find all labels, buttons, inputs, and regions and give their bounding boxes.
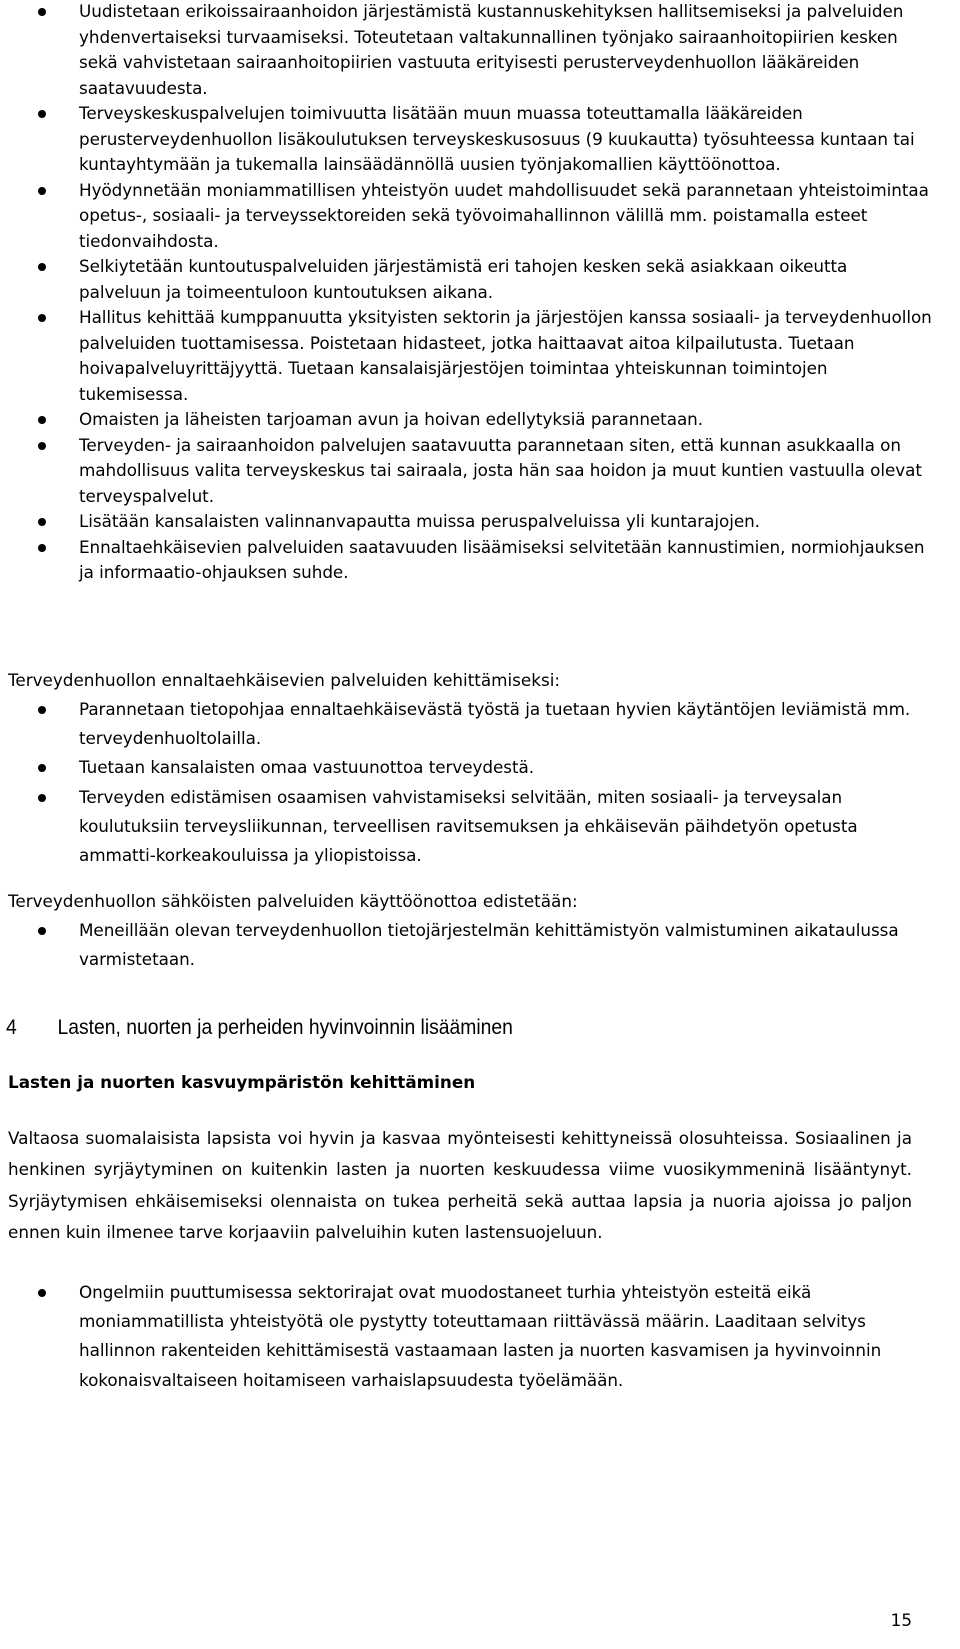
bullet-list-e-services [0, 916, 936, 974]
bullet-icon [38, 764, 46, 772]
list-item-text: Ongelmiin puuttumisessa sektorirajat ovat muodostaneet turhia yhteistyön esteitä eikä moniammatillista yhteistyötä ole pystytty toteuttamaan riittävässä määrin. Laaditaan selvitys hallinnon rakenteiden kehittämisestä vastaamaan lasten ja nuorten kasvamisen ja hyvinvoinnin kokonaisvaltaiseen hoitamiseen varhaislapsuudesta työelämään. [79, 1282, 882, 1390]
bullet-icon [38, 8, 46, 16]
list-item-text: Hallitus kehittää kumppanuutta yksityisten sektorin ja järjestöjen kanssa sosiaali- ja terveydenhuollon palveluiden tuottamisessa. Poistetaan hidasteet, jotka haittaavat aitoa kilpailutusta. Tuetaan hoivapalveluyrittäjyyttä. Tuetaan kansalaisjärjestöjen toimintaa yhteiskunnan toimintojen tukemisessa. [79, 307, 932, 404]
chapter-heading [6, 1008, 513, 1048]
list-item [0, 535, 936, 586]
bullet-icon [38, 416, 46, 424]
list-item-text: Tuetaan kansalaisten omaa vastuunottoa terveydestä. [79, 757, 535, 778]
bullet-icon [38, 314, 46, 322]
list-item [0, 695, 936, 753]
bullet-list [0, 0, 936, 586]
bullet-icon [38, 706, 46, 714]
list-item [0, 783, 936, 871]
list-item [0, 178, 936, 255]
bullet-list-children [0, 1278, 936, 1395]
list-item-text: Ennaltaehkäisevien palveluiden saatavuuden lisäämiseksi selvitetään kannustimien, normiohjauksen ja informaatio-ohjauksen suhde. [79, 536, 925, 582]
section-heading-preventive-services: Terveydenhuollon ennaltaehkäisevien palveluiden kehittämiseksi: [8, 670, 561, 690]
bullet-icon [38, 263, 46, 271]
list-item-text: Terveyden- ja sairaanhoidon palvelujen saatavuutta parannetaan siten, että kunnan asukkaalla on mahdollisuus valita terveyskeskus tai sairaala, josta hän saa hoidon ja muut kuntien vastuulla olevat terveyspalvelut. [79, 434, 922, 506]
list-item [0, 254, 936, 305]
bullet-icon [38, 1289, 46, 1297]
bullet-list [0, 1278, 936, 1395]
bullet-list-preventive [0, 695, 936, 870]
list-item [0, 101, 936, 178]
bullet-list [0, 695, 936, 870]
list-item-text: Lisätään kansalaisten valinnanvapautta muissa peruspalveluissa yli kuntarajojen. [79, 511, 760, 531]
list-item-text: Terveyskeskuspalvelujen toimivuutta lisätään muun muassa toteuttamalla lääkäreiden perusterveydenhuollon lisäkoulutuksen terveyskeskusosuus (9 kuukautta) työsuhteessa kuntaan tai kuntayhtymään ja tukemalla lainsäädännöllä uusien työnjakomallien käyttöönottoa. [79, 103, 915, 174]
body-paragraph: Valtaosa suomalaisista lapsista voi hyvin ja kasvaa myönteisesti kehittyneissä olosuhteissa. Sosiaalinen ja henkinen syrjäytyminen on kuitenkin lasten ja nuorten keskuudessa viime vuosikymmeninä lisääntynyt. Syrjäytymisen ehkäisemiseksi olennaista on tukea perheitä sekä auttaa lapsia ja nuoria ajoissa jo paljon ennen kuin ilmenee tarve korjaaviin palveluihin kuten lastensuojeluun. [8, 1128, 912, 1243]
page-number: 15 [890, 1610, 912, 1630]
list-item-text: Selkiytetään kuntoutuspalveluiden järjestämistä eri tahojen kesken sekä asiakkaan oikeutta palveluun ja toimeentuloon kuntoutuksen aikana. [79, 256, 848, 302]
bullet-icon [38, 927, 46, 935]
chapter-number: 4 [6, 1016, 17, 1039]
subsection-heading: Lasten ja nuorten kasvuympäristön kehittäminen [8, 1072, 476, 1092]
list-item [0, 433, 936, 510]
list-item [0, 753, 936, 782]
list-item [0, 1278, 936, 1395]
bullet-icon [38, 544, 46, 552]
bullet-icon [38, 794, 46, 802]
section-heading-e-services: Terveydenhuollon sähköisten palveluiden käyttöönottoa edistetään: [8, 891, 578, 911]
list-item [0, 305, 936, 407]
list-item [0, 916, 936, 974]
list-item-text: Terveyden edistämisen osaamisen vahvistamiseksi selvitään, miten sosiaali- ja terveysalan koulutuksiin terveysliikunnan, terveellisen ravitsemuksen ja ehkäisevän päihdetyön opetusta ammatti-korkeakouluissa ja yliopistoissa. [79, 786, 858, 866]
list-item-text: Meneillään olevan terveydenhuollon tietojärjestelmän kehittämistyön valmistuminen aikataulussa varmistetaan. [79, 920, 899, 970]
bullet-icon [38, 442, 46, 450]
bullet-icon [38, 518, 46, 526]
bullet-icon [38, 110, 46, 118]
bullet-list-reforms [0, 0, 936, 586]
bullet-list [0, 916, 936, 974]
chapter-title: Lasten, nuorten ja perheiden hyvinvoinnin lisääminen [57, 1016, 513, 1039]
list-item [0, 0, 936, 101]
bullet-icon [38, 187, 46, 195]
list-item-text: Uudistetaan erikoissairaanhoidon järjestämistä kustannuskehityksen hallitsemiseksi ja palveluiden yhdenvertaiseksi turvaamiseksi. Toteutetaan valtakunnallinen työnjako sairaanhoitopiirien kesken sekä vahvistetaan sairaanhoitopiirien vastuuta erityisesti perusterveydenhuollon lääkäreiden saatavuudesta. [79, 1, 904, 98]
list-item [0, 509, 936, 535]
list-item-text: Omaisten ja läheisten tarjoaman avun ja hoivan edellytyksiä parannetaan. [79, 409, 704, 429]
list-item-text: Hyödynnetään moniammatillisen yhteistyön uudet mahdollisuudet sekä parannetaan yhteistoimintaa opetus-, sosiaali- ja terveyssektoreiden sekä työvoimahallinnon välillä mm. poistamalla esteet tiedonvaihdosta. [79, 179, 929, 251]
list-item [0, 407, 936, 433]
list-item-text: Parannetaan tietopohjaa ennaltaehkäisevästä työstä ja tuetaan hyvien käytäntöjen leviämistä mm. terveydenhuoltolailla. [79, 699, 911, 749]
